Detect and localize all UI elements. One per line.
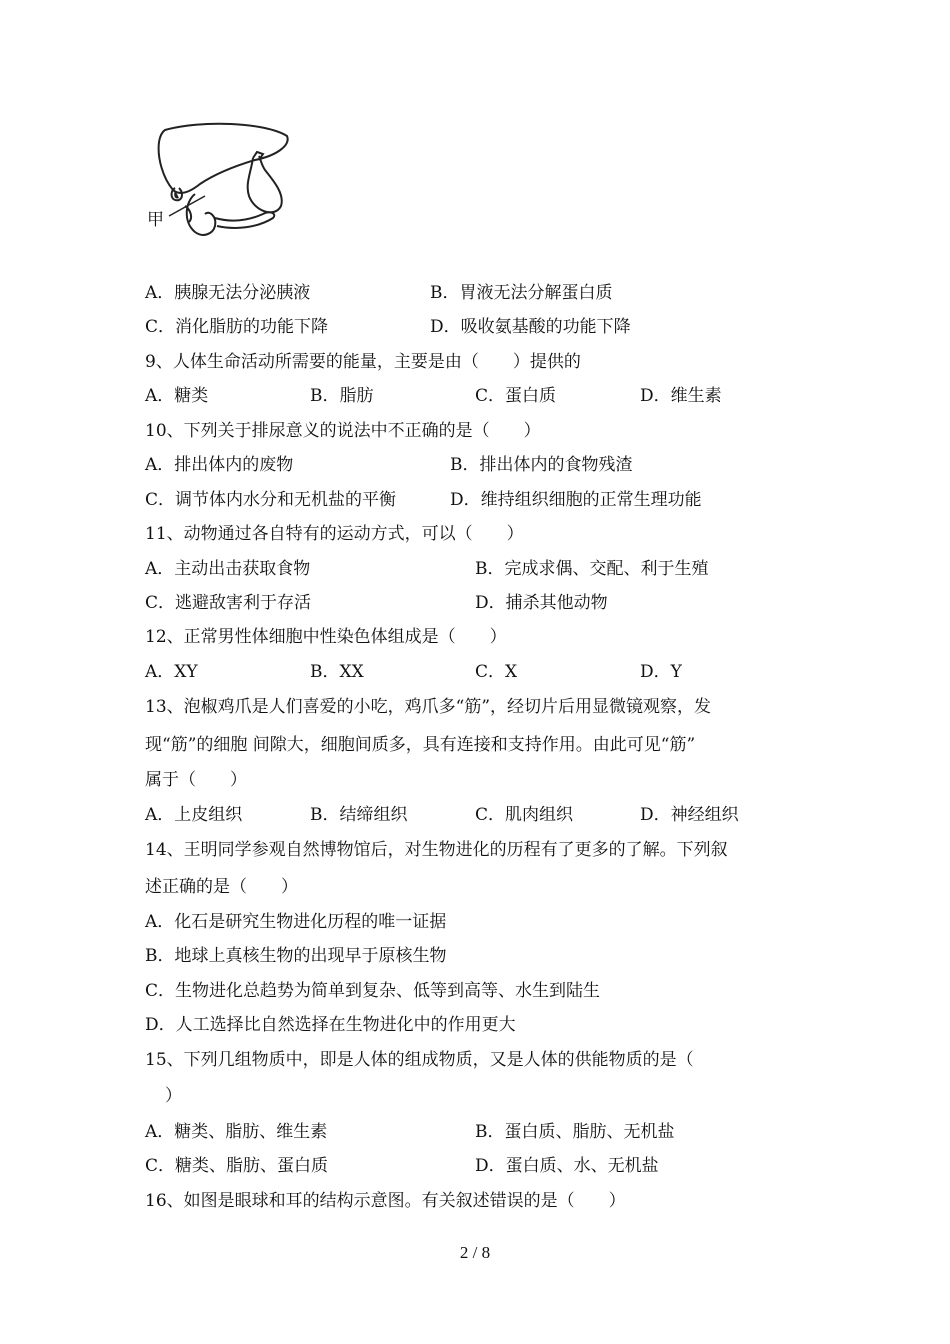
q8-option-c: C．消化脂肪的功能下降 [145, 317, 329, 337]
q9-option-a: A．糖类 [145, 386, 209, 406]
q9-option-d: D．维生素 [640, 386, 722, 406]
q15-option-d: D．蛋白质、水、无机盐 [475, 1156, 659, 1176]
q11-option-c: C．逃避敌害利于存活 [145, 593, 312, 613]
q15-stem-line1: 15、下列几组物质中，即是人体的组成物质，又是人体的供能物质的是（ [145, 1050, 694, 1070]
page-number: 2 / 8 [459, 1243, 491, 1262]
q8-option-b: B．胃液无法分解蛋白质 [430, 283, 613, 303]
q10-option-b: B．排出体内的食物残渣 [450, 455, 633, 475]
q15-option-a: A．糖类、脂肪、维生素 [145, 1122, 328, 1142]
q15-option-c: C．糖类、脂肪、蛋白质 [145, 1156, 329, 1176]
q16-stem: 16、如图是眼球和耳的结构示意图。有关叙述错误的是（ ） [145, 1191, 626, 1211]
q12-option-a: A．XY [145, 662, 198, 682]
q9-stem: 9、人体生命活动所需要的能量，主要是由（ ）提供的 [145, 352, 581, 372]
q10-option-a: A．排出体内的废物 [145, 455, 294, 475]
q10-stem: 10、下列关于排尿意义的说法中不正确的是（ ） [145, 421, 541, 441]
q13-option-c: C．肌肉组织 [475, 805, 574, 825]
q13-stem-line1: 13、泡椒鸡爪是人们喜爱的小吃，鸡爪多“筋”，经切片后用显微镜观察，发 [145, 697, 712, 717]
q12-option-b: B．XX [310, 662, 364, 682]
q13-option-b: B．结缔组织 [310, 805, 408, 825]
q15-stem-line2: ） [165, 1086, 182, 1106]
q11-stem: 11、动物通过各自特有的运动方式，可以（ ） [145, 524, 524, 544]
q14-option-b: B．地球上真核生物的出现早于原核生物 [145, 946, 447, 966]
q9-option-c: C．蛋白质 [475, 386, 557, 406]
q12-stem: 12、正常男性体细胞中性染色体组成是（ ） [145, 627, 507, 647]
q14-option-c: C．生物进化总趋势为简单到复杂、低等到高等、水生到陆生 [145, 981, 601, 1001]
q13-option-d: D．神经组织 [640, 805, 739, 825]
q13-stem-line2: 现“筋”的细胞 间隙大，细胞间质多，具有连接和支持作用。由此可见“筋” [145, 735, 696, 755]
q13-stem-line3: 属于（ ） [145, 770, 247, 790]
q11-option-b: B．完成求偶、交配、利于生殖 [475, 559, 709, 579]
q14-option-d: D．人工选择比自然选择在生物进化中的作用更大 [145, 1015, 516, 1035]
figure-label: 甲 [147, 210, 164, 230]
q12-option-d: D．Y [640, 662, 682, 682]
q11-option-a: A．主动出击获取食物 [145, 559, 311, 579]
digestive-organ-figure [145, 118, 295, 250]
q14-stem-line1: 14、王明同学参观自然博物馆后，对生物进化的历程有了更多的了解。下列叙 [145, 840, 728, 860]
q13-option-a: A．上皮组织 [145, 805, 243, 825]
q9-option-b: B．脂肪 [310, 386, 374, 406]
q14-option-a: A．化石是研究生物进化历程的唯一证据 [145, 912, 447, 932]
q15-option-b: B．蛋白质、脂肪、无机盐 [475, 1122, 675, 1142]
q12-option-c: C．X [475, 662, 518, 682]
q11-option-d: D．捕杀其他动物 [475, 593, 608, 613]
q10-option-d: D．维持组织细胞的正常生理功能 [450, 490, 702, 510]
q14-stem-line2: 述正确的是（ ） [145, 877, 298, 897]
q8-option-a: A．胰腺无法分泌胰液 [145, 283, 311, 303]
q10-option-c: C．调节体内水分和无机盐的平衡 [145, 490, 397, 510]
q8-option-d: D．吸收氨基酸的功能下降 [430, 317, 631, 337]
